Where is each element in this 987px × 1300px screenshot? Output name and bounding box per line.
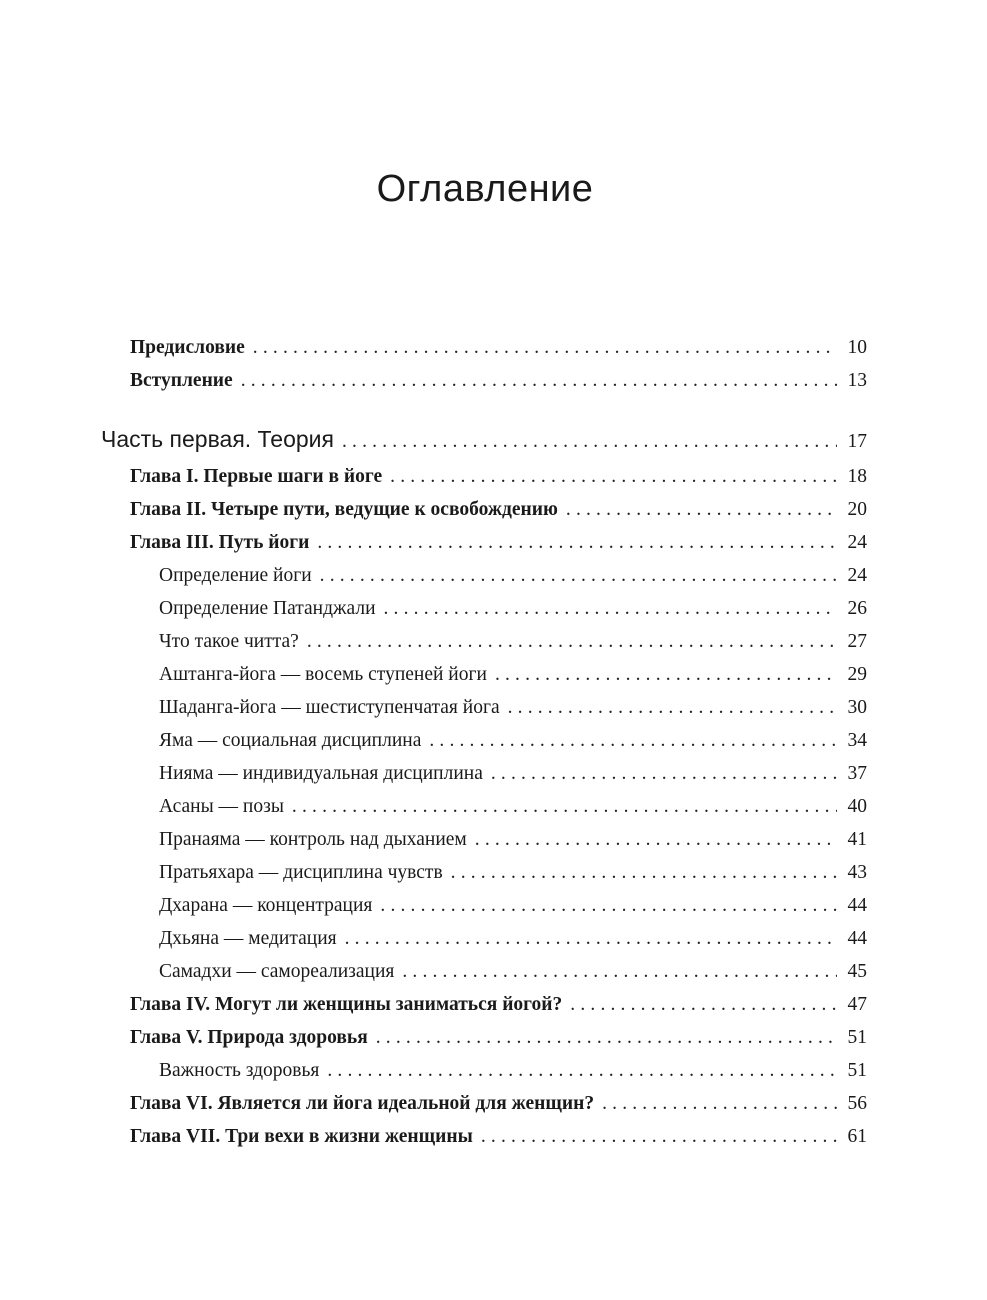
toc-entry-title: Глава III. Путь йоги [130, 532, 310, 553]
dot-leader [376, 1021, 837, 1054]
toc-page-number: 44 [847, 895, 867, 916]
dot-leader [602, 1087, 837, 1120]
toc-entry-title: Аштанга-йога — восемь ступеней йоги [159, 664, 487, 685]
toc-entry-title: Определение йоги [159, 565, 312, 586]
toc-page-number: 41 [847, 829, 867, 850]
toc-page-number: 47 [847, 994, 867, 1015]
toc-entry-title: Дхьяна — медитация [159, 928, 337, 949]
page-title: Оглавление [376, 168, 594, 210]
toc-page-number: 24 [847, 565, 867, 586]
dot-leader [475, 823, 837, 856]
toc-entry-title: Глава II. Четыре пути, ведущие к освобождению [130, 499, 558, 520]
toc-page-number: 61 [847, 1126, 867, 1147]
dot-leader [380, 889, 837, 922]
toc-entry-title: Шаданга-йога — шестиступенчатая йога [159, 697, 500, 718]
toc-page-number: 34 [847, 730, 867, 751]
toc-entry-title: Глава VII. Три вехи в жизни женщины [130, 1126, 473, 1147]
toc-section-entry [159, 559, 867, 592]
toc-page-number: 45 [847, 961, 867, 982]
toc-entry-title: Глава VI. Является ли йога идеальной для женщин? [130, 1093, 595, 1114]
dot-leader [508, 691, 837, 724]
dot-leader [495, 658, 837, 691]
toc-page-number: 10 [847, 337, 867, 358]
toc-chapter-entry [130, 1021, 867, 1054]
toc-section-entry [159, 724, 867, 757]
toc-page-number: 30 [847, 697, 867, 718]
toc-page-number: 29 [847, 664, 867, 685]
toc-chapter-entry [130, 493, 867, 526]
toc-section-entry [159, 625, 867, 658]
dot-leader [327, 1054, 837, 1087]
dot-leader [320, 559, 837, 592]
toc-page-number: 17 [847, 431, 867, 452]
toc-section-entry [159, 955, 867, 988]
toc-section-entry [159, 1054, 867, 1087]
toc-section-entry [159, 658, 867, 691]
toc-entry-title: Часть первая. Теория [101, 426, 334, 452]
toc-entry-title: Нияма — индивидуальная дисциплина [159, 763, 483, 784]
toc-chapter-entry [130, 364, 867, 397]
toc-chapter-entry [130, 988, 867, 1021]
toc-page-number: 18 [847, 466, 867, 487]
toc-entry-title: Пратьяхара — дисциплина чувств [159, 862, 443, 883]
dot-leader [292, 790, 837, 823]
toc-section-entry [159, 757, 867, 790]
toc-page-number: 27 [847, 631, 867, 652]
dot-leader [402, 955, 837, 988]
toc-page-number: 44 [847, 928, 867, 949]
toc-part-entry [101, 421, 867, 457]
toc-section-entry [159, 922, 867, 955]
toc-chapter-entry [130, 1120, 867, 1153]
toc-entry-title: Асаны — позы [159, 796, 284, 817]
dot-leader [342, 424, 837, 457]
toc-section-entry [159, 856, 867, 889]
toc-section-entry [159, 691, 867, 724]
toc-chapter-entry [130, 526, 867, 559]
toc-entry-title: Глава V. Природа здоровья [130, 1027, 368, 1048]
toc-page-number: 26 [847, 598, 867, 619]
dot-leader [241, 364, 837, 397]
dot-leader [570, 988, 837, 1021]
toc-section-entry [159, 592, 867, 625]
table-of-contents [0, 331, 987, 1153]
dot-leader [317, 526, 837, 559]
toc-chapter-entry [130, 331, 867, 364]
dot-leader [253, 331, 837, 364]
toc-entry-title: Предисловие [130, 337, 245, 358]
toc-entry-title: Вступление [130, 370, 233, 391]
toc-entry-title: Что такое читта? [159, 631, 299, 652]
toc-page-number: 20 [847, 499, 867, 520]
dot-leader [491, 757, 837, 790]
dot-leader [451, 856, 837, 889]
dot-leader [566, 493, 837, 526]
toc-page-number: 24 [847, 532, 867, 553]
dot-leader [390, 460, 837, 493]
toc-entry-title: Яма — социальная дисциплина [159, 730, 422, 751]
toc-entry-title: Важность здоровья [159, 1060, 320, 1081]
dot-leader [429, 724, 837, 757]
dot-leader [307, 625, 837, 658]
toc-section-entry [159, 889, 867, 922]
dot-leader [481, 1120, 837, 1153]
toc-page-number: 43 [847, 862, 867, 883]
toc-chapter-entry [130, 460, 867, 493]
toc-page-number: 51 [847, 1027, 867, 1048]
toc-entry-title: Самадхи — самореализация [159, 961, 395, 982]
toc-page-number: 37 [847, 763, 867, 784]
toc-chapter-entry [130, 1087, 867, 1120]
toc-section-entry [159, 823, 867, 856]
toc-entry-title: Глава IV. Могут ли женщины заниматься йогой? [130, 994, 563, 1015]
toc-page-number: 40 [847, 796, 867, 817]
toc-entry-title: Глава I. Первые шаги в йоге [130, 466, 383, 487]
toc-entry-title: Дхарана — концентрация [159, 895, 373, 916]
toc-section-entry [159, 790, 867, 823]
dot-leader [345, 922, 837, 955]
dot-leader [384, 592, 838, 625]
toc-entry-title: Определение Патанджали [159, 598, 376, 619]
toc-page-number: 13 [847, 370, 867, 391]
toc-entry-title: Пранаяма — контроль над дыханием [159, 829, 467, 850]
toc-page-number: 51 [847, 1060, 867, 1081]
toc-page-number: 56 [847, 1093, 867, 1114]
